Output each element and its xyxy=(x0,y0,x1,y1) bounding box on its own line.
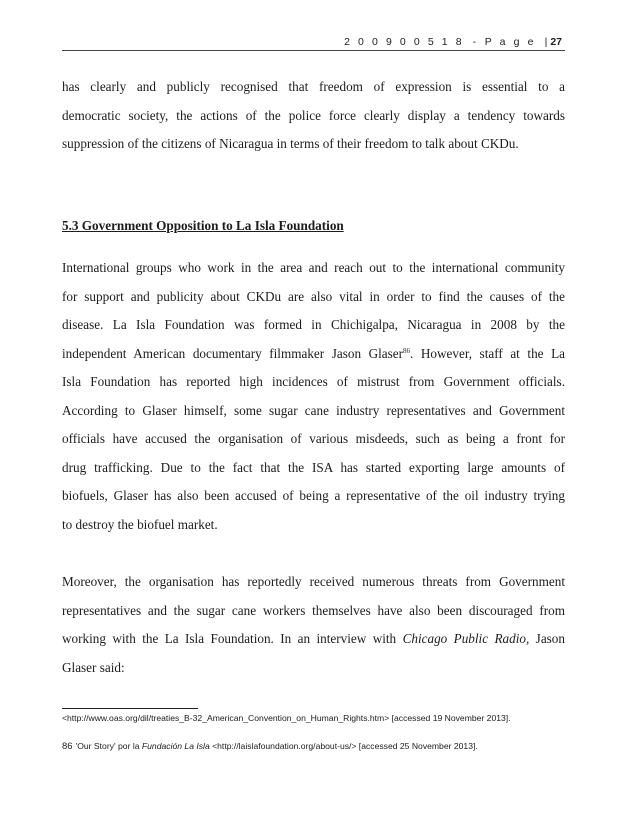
footnote-85-continuation xyxy=(62,713,582,723)
section-heading: 5.3 Government Opposition to La Isla Foundation xyxy=(62,218,344,233)
paragraph-line: suppression of the citizens of Nicaragua in terms of their freedom to talk about CKDu. xyxy=(62,136,519,151)
paragraph-line: has clearly and publicly recognised that freedom of expression is essential to a xyxy=(62,79,565,94)
paragraph-continuation xyxy=(62,73,565,159)
line-text: independent American documentary filmmaker Jason Glaser xyxy=(62,345,404,361)
footnote-number: 86 xyxy=(62,741,73,752)
paragraph-la-isla xyxy=(62,254,565,539)
header-bar: | xyxy=(544,36,548,48)
paragraph-line xyxy=(62,625,565,654)
paragraph-line: representatives and the sugar cane workers themselves have also been discouraged from xyxy=(62,602,565,618)
paragraph-line: According to Glaser himself, some sugar cane industry representatives and Government xyxy=(62,402,565,418)
paragraph-line: to destroy the biofuel market. xyxy=(62,516,218,532)
paragraph-line: officials have accused the organisation of various misdeeds, such as being a front for xyxy=(62,431,565,446)
footnote-text: <http://www.oas.org/dil/treaties_B-32_American_Convention_on_Human_Rights.htm> [accessed 19 November 2013]. xyxy=(62,713,511,723)
header-rule xyxy=(62,50,565,51)
footnote-italic: Fundación La Isla xyxy=(141,741,210,751)
paragraph-line: disease. La Isla Foundation was formed in Chichigalpa, Nicaragua in 2008 by the xyxy=(62,317,565,332)
footnote-ref-86[interactable]: 86 xyxy=(403,346,411,355)
page-number: 27 xyxy=(550,36,562,48)
paragraph-threats xyxy=(62,568,565,682)
header-separator: - xyxy=(472,36,477,48)
paragraph-line: biofuels, Glaser has also been accused of being a representative of the oil industry trying xyxy=(62,488,565,503)
footnote-text: 'Our Story' por la xyxy=(75,741,142,751)
footnote-rule xyxy=(62,708,198,709)
paragraph-line: International groups who work in the area and reach out to the international community xyxy=(62,260,565,275)
paragraph-line: for support and publicity about CKDu are also vital in order to find the causes of the xyxy=(62,288,565,304)
line-text: . However, staff at the La xyxy=(410,345,565,361)
paragraph-line: Isla Foundation has reported high incidences of mistrust from Government officials. xyxy=(62,374,565,389)
paragraph-line: drug trafficking. Due to the fact that the ISA has started exporting large amounts of xyxy=(62,459,565,475)
document-id: 2 0 0 9 0 0 5 1 8 xyxy=(344,36,465,48)
paragraph-line xyxy=(62,340,565,369)
paragraph-line: democratic society, the actions of the police force clearly display a tendency towards xyxy=(62,107,565,123)
page-header xyxy=(344,36,562,48)
line-text: working with the La Isla Foundation. In an interview with xyxy=(62,631,403,646)
line-text: Jason xyxy=(529,631,565,646)
page-label: P a g e xyxy=(484,36,537,48)
paragraph-line: Glaser said: xyxy=(62,659,125,675)
paragraph-line: Moreover, the organisation has reportedly received numerous threats from Government xyxy=(62,574,565,589)
footnote-86 xyxy=(62,741,582,752)
publication-title: Chicago Public Radio, xyxy=(402,631,530,646)
footnote-text: <http://laislafoundation.org/about-us/> [accessed 25 November 2013]. xyxy=(209,741,478,751)
